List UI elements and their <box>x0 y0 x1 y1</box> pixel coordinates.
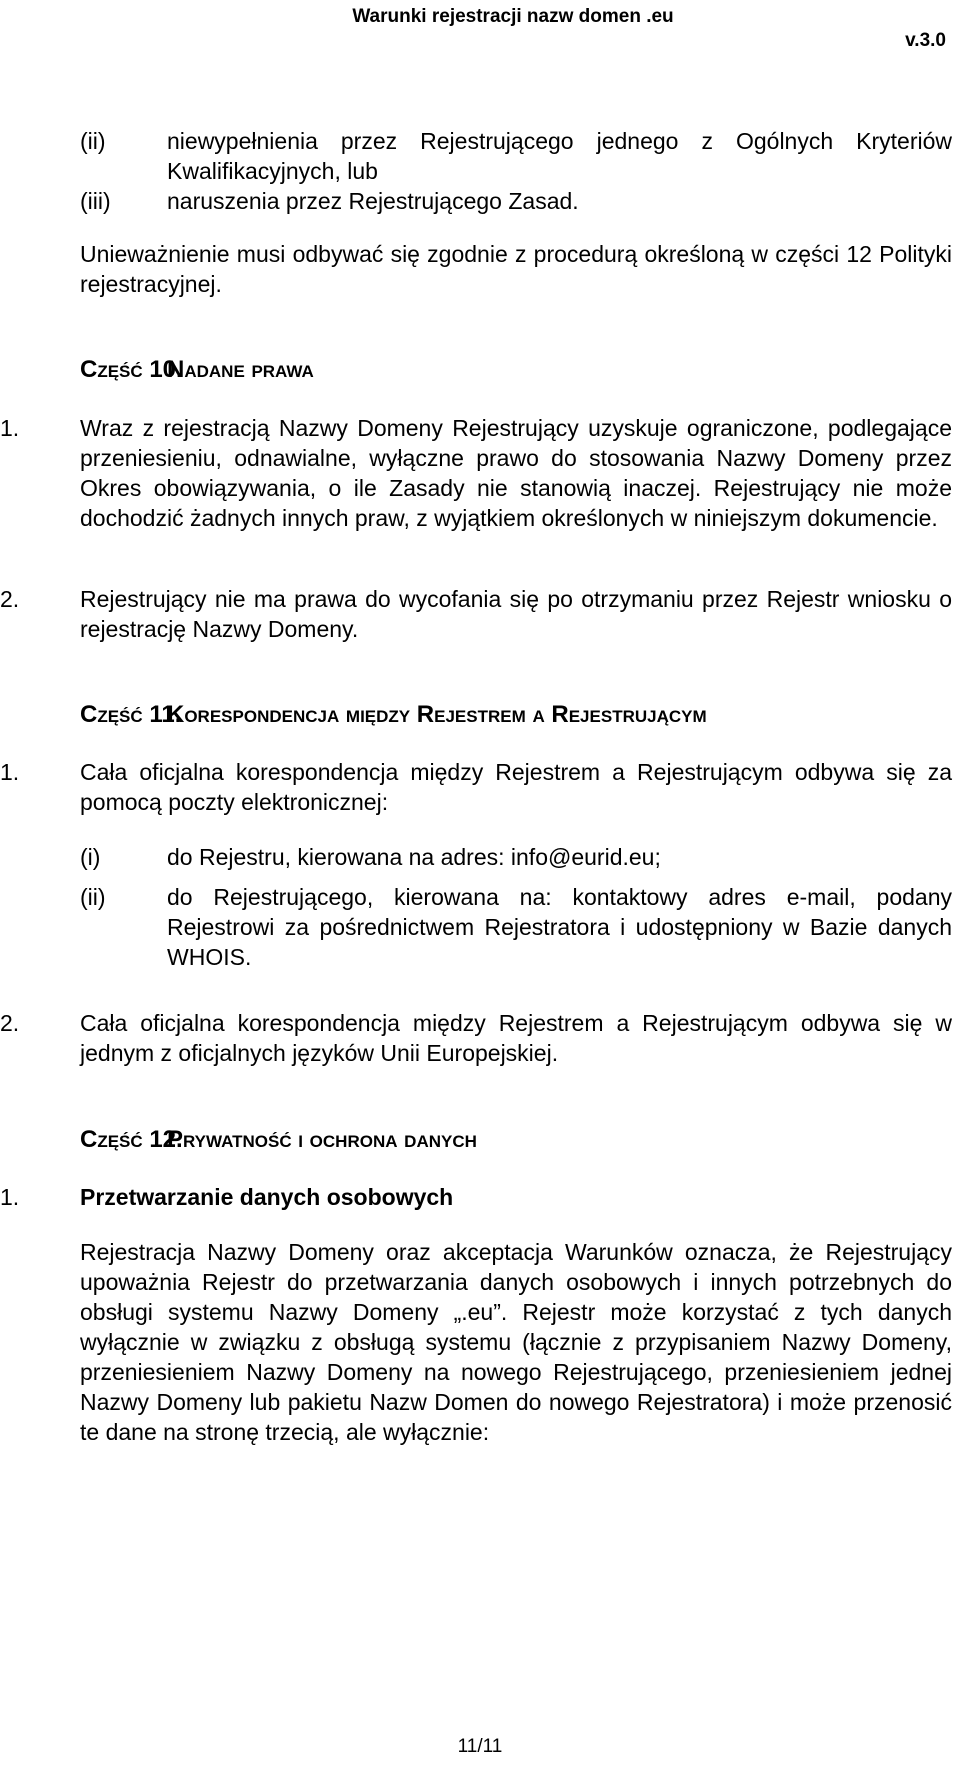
section-title: Nadane prawa <box>167 356 314 383</box>
section-part-number: Część 11. <box>80 701 182 728</box>
item-number: 2. <box>0 1010 20 1036</box>
section-part-number: Część 12. <box>80 1126 183 1153</box>
page-footer <box>0 1736 960 1758</box>
item-number: 1. <box>0 759 20 785</box>
item-text: Cała oficjalna korespondencja między Rejestrem a Rejestrującym odbywa się za pomocą poczty elektronicznej: <box>80 759 952 815</box>
section-part-number: Część 10. <box>80 356 183 383</box>
document-title: Warunki rejestracji nazw domen .eu <box>352 6 674 27</box>
page-header <box>80 6 946 51</box>
paragraph-data-processing: Rejestracja Nazwy Domeny oraz akceptacja Warunków oznacza, że Rejestrujący upoważnia Rejestr do przetwarzania danych osobowych i innych potrzebnych do obsługi systemu Nazwy Domeny „.eu”. Rejestr może korzystać z tych danych wyłącznie w związku z obsługą systemu (łącznie z przypisaniem Nazwy Domeny, przeniesieniem Nazwy Domeny na nowego Rejestrującego, przeniesieniem jednej Nazwy Domeny lub pakietu Nazw Domen do nowego Rejestratora) i może przenosić te dane na stronę trzecią, ale wyłącznie: <box>80 1239 952 1445</box>
list-item-number: (i) <box>80 844 101 870</box>
section-title: Korespondencja między Rejestrem a Rejestrującym <box>167 701 707 728</box>
section-title: Prywatność i ochrona danych <box>167 1126 477 1153</box>
item-text: Wraz z rejestracją Nazwy Domeny Rejestrujący uzyskuje ograniczone, podlegające przeniesieniu, odnawialne, wyłączne prawo do stosowania Nazwy Domeny przez Okres obowiązywania, o ile Zasady nie stanowią inaczej. Rejestrujący nie może dochodzić żadnych innych praw, z wyjątkiem określonych w niniejszym dokumencie. <box>80 415 952 531</box>
list-item-number: (ii) <box>80 128 106 154</box>
paragraph-invalidation: Unieważnienie musi odbywać się zgodnie z procedurą określoną w części 12 Polityki rejestracyjnej. <box>80 241 952 297</box>
item-number: 2. <box>0 586 20 612</box>
list-item-number: (ii) <box>80 884 106 910</box>
item-text: Cała oficjalna korespondencja między Rejestrem a Rejestrującym odbywa się w jednym z oficjalnych języków Unii Europejskiej. <box>80 1010 952 1066</box>
page-number: 11/11 <box>457 1736 503 1757</box>
subheading-title: Przetwarzanie danych osobowych <box>80 1184 454 1210</box>
item-number: 1. <box>0 415 20 441</box>
list-item-text: do Rejestru, kierowana na adres: info@eurid.eu; <box>167 844 661 870</box>
document-version: v.3.0 <box>905 30 946 51</box>
item-text: Rejestrujący nie ma prawa do wycofania się po otrzymaniu przez Rejestr wniosku o rejestrację Nazwy Domeny. <box>80 586 952 642</box>
list-item-text: niewypełnienia przez Rejestrującego jednego z Ogólnych Kryteriów Kwalifikacyjnych, lub <box>167 128 952 184</box>
list-item-number: (iii) <box>80 188 111 214</box>
item-number: 1. <box>0 1184 20 1210</box>
list-item-text: do Rejestrującego, kierowana na: kontaktowy adres e-mail, podany Rejestrowi za pośrednictwem Rejestratora i udostępniony w Bazie danych WHOIS. <box>167 884 952 970</box>
list-item-text: naruszenia przez Rejestrującego Zasad. <box>167 188 579 214</box>
